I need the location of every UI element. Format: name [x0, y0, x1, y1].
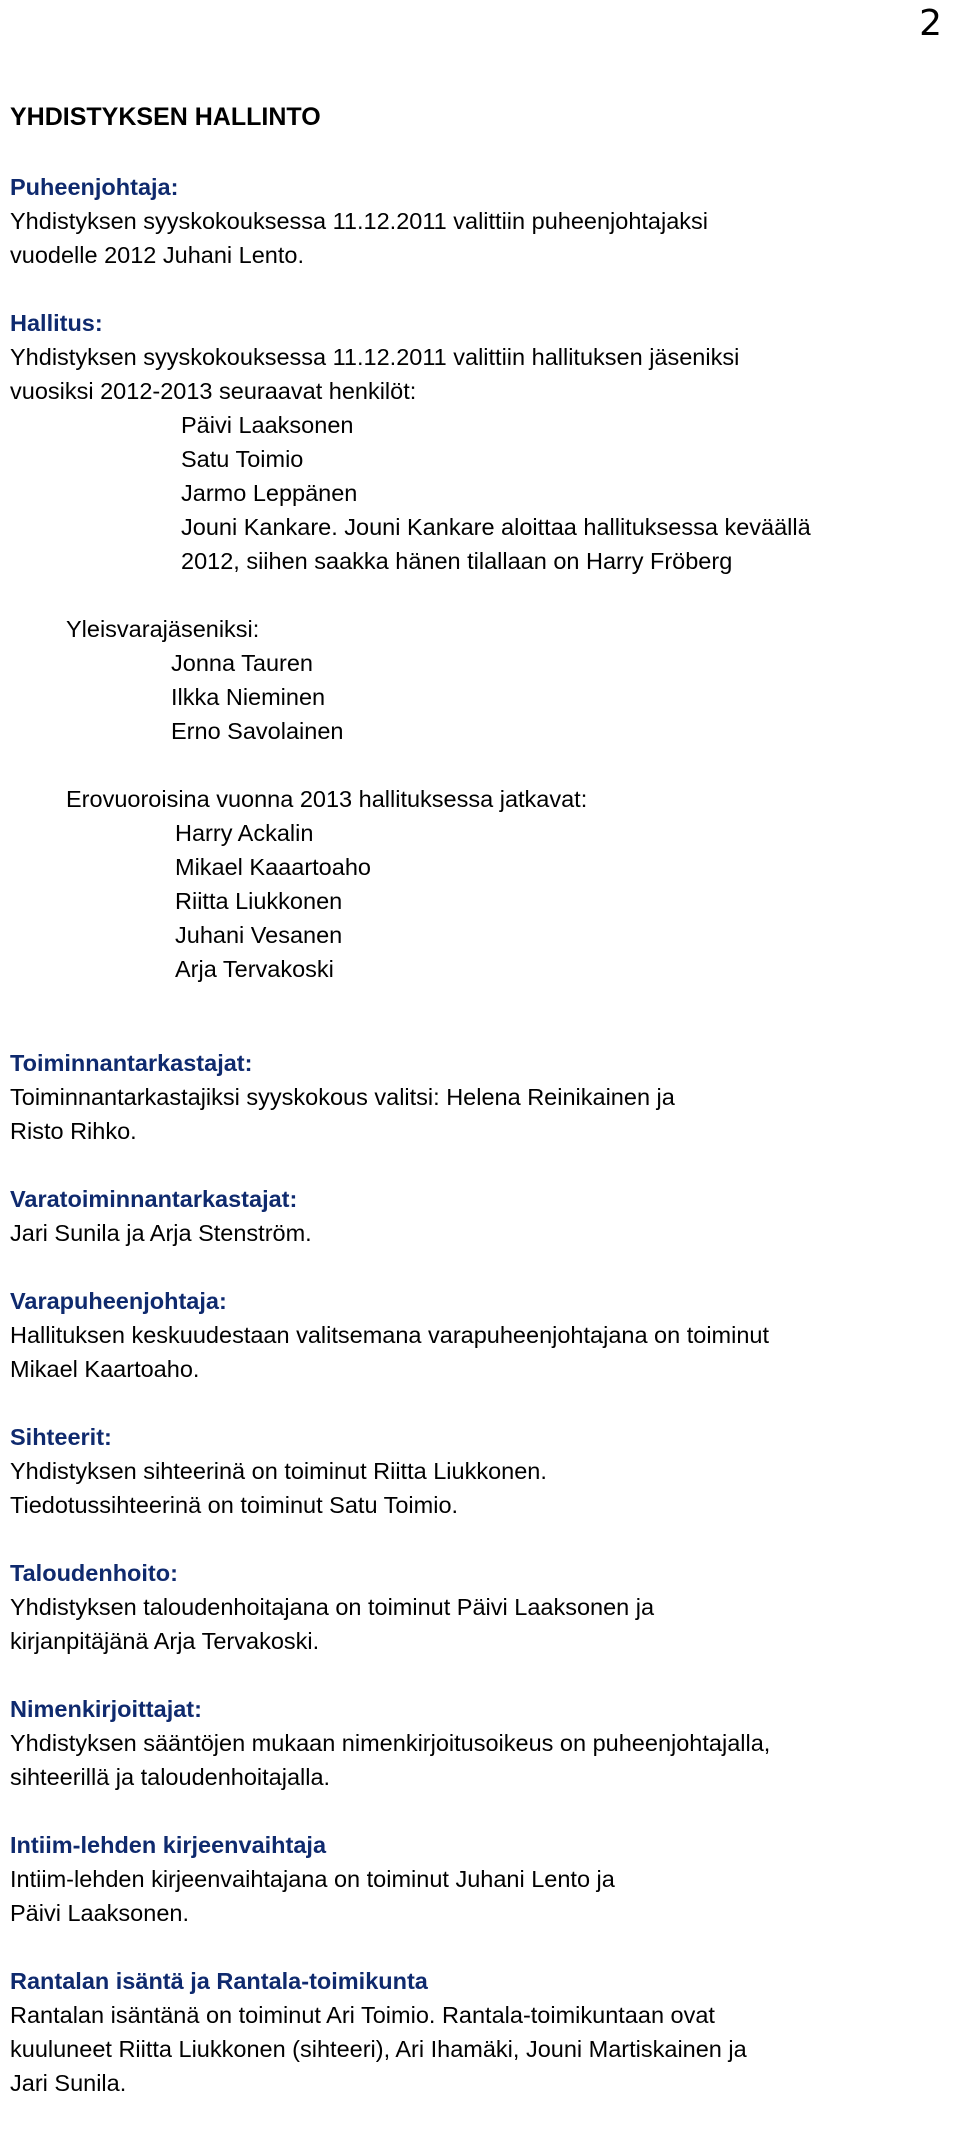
- member-name: Jonna Tauren: [171, 650, 313, 676]
- section-heading: Varapuheenjohtaja:: [10, 1288, 227, 1314]
- member-name: Riitta Liukkonen: [175, 888, 343, 914]
- section-toiminnantarkastajat: [10, 1046, 950, 1148]
- member-name: Päivi Laaksonen: [181, 412, 354, 438]
- section-varapuheenjohtaja: [10, 1284, 950, 1386]
- text-line: Päivi Laaksonen.: [10, 1900, 189, 1926]
- section-heading: Taloudenhoito:: [10, 1560, 178, 1586]
- member-name: Jarmo Leppänen: [181, 480, 358, 506]
- section-nimenkirjoittajat: [10, 1692, 950, 1794]
- member-name: Jouni Kankare. Jouni Kankare aloittaa hallituksessa keväällä: [181, 514, 811, 540]
- section-puheenjohtaja: [10, 170, 950, 272]
- text-line: Rantalan isäntänä on toiminut Ari Toimio. Rantala-toimikuntaan ovat: [10, 2002, 715, 2028]
- section-taloudenhoito: [10, 1556, 950, 1658]
- text-line: Yhdistyksen sääntöjen mukaan nimenkirjoitusoikeus on puheenjohtajalla,: [10, 1730, 771, 1756]
- member-name: Mikael Kaaartoaho: [175, 854, 371, 880]
- member-name: Ilkka Nieminen: [171, 684, 326, 710]
- text-line: Yhdistyksen sihteerinä on toiminut Riitta Liukkonen.: [10, 1458, 547, 1484]
- text-line: Jari Sunila.: [10, 2070, 127, 2096]
- section-intiim-kirjeenvaihtaja: [10, 1828, 950, 1930]
- section-heading: Intiim-lehden kirjeenvaihtaja: [10, 1832, 327, 1858]
- page-number: 2: [919, 3, 942, 44]
- section-sihteerit: [10, 1420, 950, 1522]
- text-line: Tiedotussihteerinä on toiminut Satu Toimio.: [10, 1492, 459, 1518]
- section-heading: Rantalan isäntä ja Rantala-toimikunta: [10, 1968, 428, 1994]
- text-line: Jari Sunila ja Arja Stenström.: [10, 1220, 312, 1246]
- section-heading: Puheenjohtaja:: [10, 174, 179, 200]
- text-line: Yhdistyksen taloudenhoitajana on toiminut Päivi Laaksonen ja: [10, 1594, 655, 1620]
- section-heading: Toiminnantarkastajat:: [10, 1050, 253, 1076]
- section-erovuoroiset: [10, 782, 950, 986]
- list-label: Yleisvarajäseniksi:: [66, 616, 260, 642]
- section-yleisvarajasenet: [10, 612, 950, 748]
- section-heading: Nimenkirjoittajat:: [10, 1696, 202, 1722]
- text-line: Mikael Kaartoaho.: [10, 1356, 200, 1382]
- page-title: YHDISTYKSEN HALLINTO: [10, 103, 321, 131]
- document-body: [10, 100, 950, 2134]
- section-hallitus: [10, 306, 950, 578]
- text-line: Yhdistyksen syyskokouksessa 11.12.2011 valittiin hallituksen jäseniksi: [10, 344, 740, 370]
- member-name: Erno Savolainen: [171, 718, 344, 744]
- member-name: Harry Ackalin: [175, 820, 314, 846]
- text-line: vuodelle 2012 Juhani Lento.: [10, 242, 304, 268]
- text-line: Hallituksen keskuudestaan valitsemana varapuheenjohtajana on toiminut: [10, 1322, 770, 1348]
- text-line: Yhdistyksen syyskokouksessa 11.12.2011 valittiin puheenjohtajaksi: [10, 208, 709, 234]
- text-line: Risto Rihko.: [10, 1118, 137, 1144]
- text-line: vuosiksi 2012-2013 seuraavat henkilöt:: [10, 378, 417, 404]
- text-line: Intiim-lehden kirjeenvaihtajana on toiminut Juhani Lento ja: [10, 1866, 615, 1892]
- text-line: sihteerillä ja taloudenhoitajalla.: [10, 1764, 331, 1790]
- text-line: kirjanpitäjänä Arja Tervakoski.: [10, 1628, 320, 1654]
- section-varatoiminnantarkastajat: [10, 1182, 950, 1250]
- section-rantala: [10, 1964, 950, 2100]
- member-name: Arja Tervakoski: [175, 956, 334, 982]
- text-line: kuuluneet Riitta Liukkonen (sihteeri), Ari Ihamäki, Jouni Martiskainen ja: [10, 2036, 747, 2062]
- text-line: Toiminnantarkastajiksi syyskokous valitsi: Helena Reinikainen ja: [10, 1084, 675, 1110]
- section-heading: Sihteerit:: [10, 1424, 112, 1450]
- list-label: Erovuoroisina vuonna 2013 hallituksessa jatkavat:: [66, 786, 588, 812]
- member-name: Juhani Vesanen: [175, 922, 343, 948]
- member-name: Satu Toimio: [181, 446, 304, 472]
- member-note: 2012, siihen saakka hänen tilallaan on Harry Fröberg: [181, 548, 733, 574]
- section-heading: Hallitus:: [10, 310, 103, 336]
- section-heading: Varatoiminnantarkastajat:: [10, 1186, 298, 1212]
